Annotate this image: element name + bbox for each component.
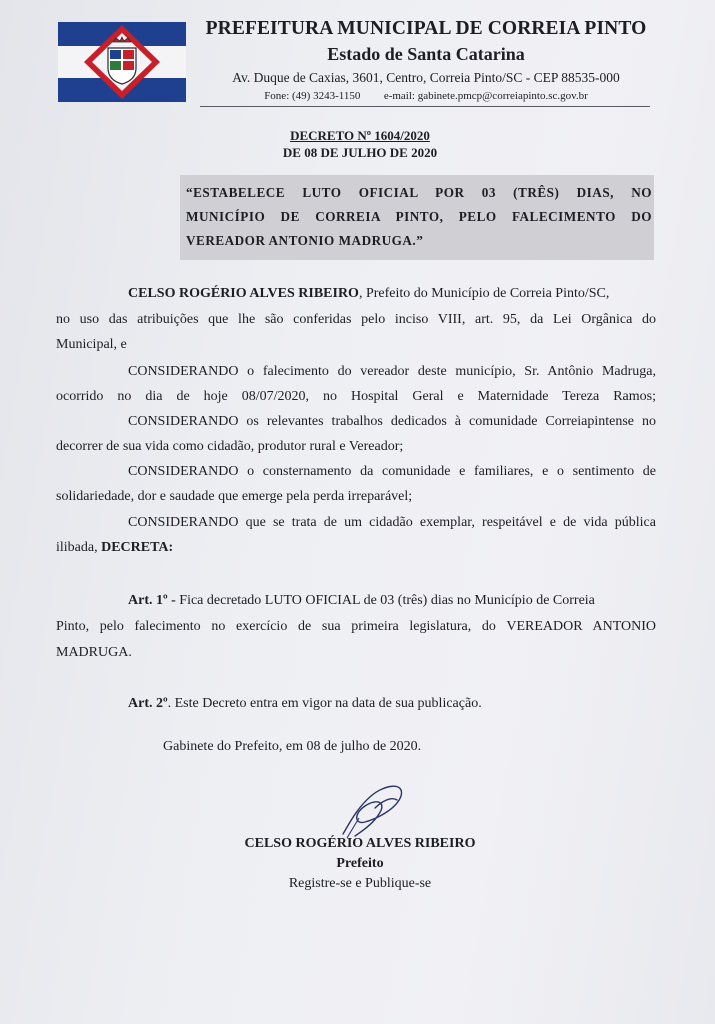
article-2-label: Art. 2º: [128, 696, 168, 711]
considerando-line: CONSIDERANDO os relevantes trabalhos dedicados à comunidade Correiapintense no: [128, 414, 656, 429]
signer-role: Prefeito: [336, 856, 384, 871]
closing-line: Gabinete do Prefeito, em 08 de julho de 2020.: [163, 739, 422, 754]
header-email: e-mail: gabinete.pmcp@correiapinto.sc.gov.br: [383, 90, 588, 102]
header-contact: [196, 90, 656, 102]
decree-number: DECRETO Nº 1604/2020: [290, 128, 430, 143]
header-phone: Fone: (49) 3243-1150: [264, 90, 361, 102]
ementa-line: “ESTABELECE LUTO OFICIAL POR 03 (TRÊS) DIAS, NO: [186, 185, 652, 200]
ementa-line: MUNICÍPIO DE CORREIA PINTO, PELO FALECIMENTO DO: [186, 209, 652, 224]
header-title: PREFEITURA MUNICIPAL DE CORREIA PINTO: [205, 18, 647, 39]
article-1-label: Art. 1º -: [128, 593, 176, 608]
decree-date: DE 08 DE JULHO DE 2020: [282, 145, 438, 160]
publication-note: Registre-se e Publique-se: [288, 876, 432, 891]
handwritten-signature: [335, 778, 415, 840]
preamble-line: CELSO ROGÉRIO ALVES RIBEIRO, Prefeito do Município de Correia Pinto/SC,: [128, 286, 610, 301]
considerando-line: ocorrido no dia de hoje 08/07/2020, no Hospital Geral e Maternidade Tereza Ramos;: [56, 389, 656, 404]
municipal-flag: [58, 22, 186, 102]
article-2-line: Art. 2º. Este Decreto entra em vigor na data de sua publicação.: [128, 696, 482, 711]
considerando-line: CONSIDERANDO o consternamento da comunidade e familiares, e o sentimento de: [128, 464, 656, 479]
ementa-line: VEREADOR ANTONIO MADRUGA.”: [186, 233, 424, 248]
preamble-line: no uso das atribuições que lhe são conferidas pelo inciso VIII, art. 95, da Lei Orgânica do: [56, 312, 656, 327]
considerando-line: CONSIDERANDO o falecimento do vereador deste município, Sr. Antônio Madruga,: [128, 364, 656, 379]
considerando-line: decorrer de sua vida como cidadão, produtor rural e Vereador;: [56, 439, 404, 454]
header-divider: [200, 106, 650, 107]
preamble-line: Municipal, e: [56, 337, 127, 352]
mayor-name: CELSO ROGÉRIO ALVES RIBEIRO: [128, 286, 359, 301]
header-state: Estado de Santa Catarina: [327, 44, 525, 64]
article-1-line: Pinto, pelo falecimento no exercício de sua primeira legislatura, do VEREADOR ANTONIO: [56, 619, 656, 634]
article-1-line: Art. 1º - Fica decretado LUTO OFICIAL de 03 (três) dias no Município de Correia: [128, 593, 595, 608]
considerando-line: solidariedade, dor e saudade que emerge pela perda irreparável;: [56, 489, 413, 504]
header-address: Av. Duque de Caxias, 3601, Centro, Correia Pinto/SC - CEP 88535-000: [232, 70, 620, 85]
article-1-line: MADRUGA.: [56, 645, 132, 660]
signer-name: CELSO ROGÉRIO ALVES RIBEIRO: [244, 836, 476, 851]
considerando-line: CONSIDERANDO que se trata de um cidadão exemplar, respeitável e de vida pública: [128, 515, 656, 530]
considerando-line: ilibada, DECRETA:: [56, 540, 174, 555]
decreta-label: DECRETA:: [101, 540, 174, 555]
